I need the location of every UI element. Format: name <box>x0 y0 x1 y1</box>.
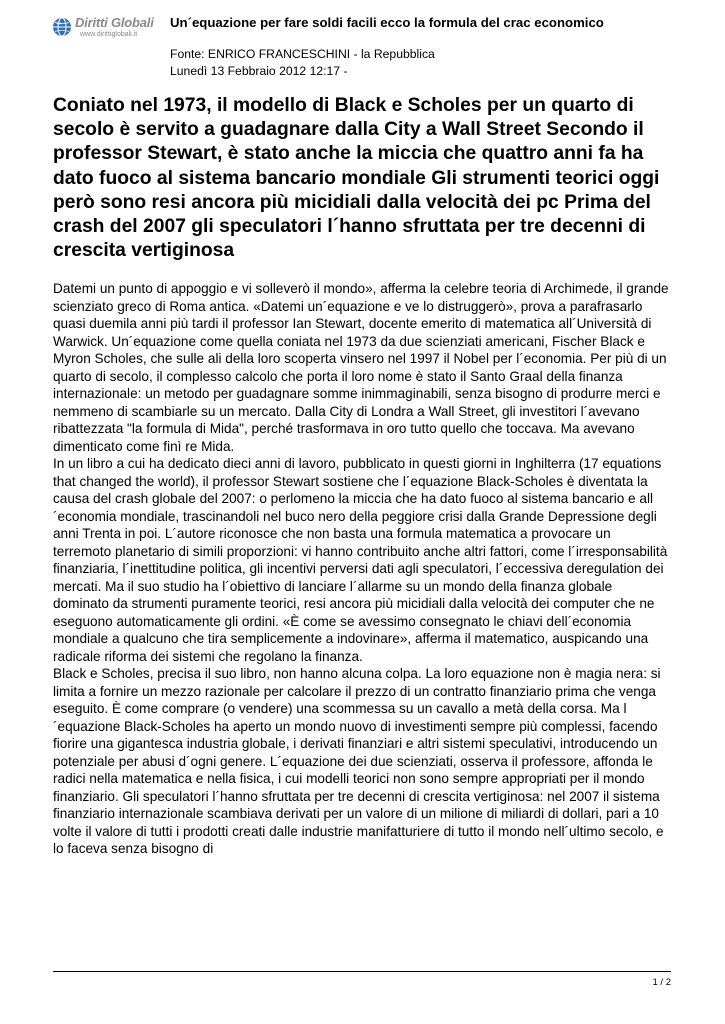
site-logo[interactable] <box>52 14 164 44</box>
footer-divider <box>53 971 671 972</box>
date-line: Lunedì 13 Febbraio 2012 12:17 - <box>170 64 348 78</box>
document-header <box>52 12 692 82</box>
lead-paragraph: Coniato nel 1973, il modello di Black e Scholes per un quarto di secolo è servito a guadagnare dalla City a Wall Street Secondo il professor Stewart, è stato anche la miccia che quattro anni fa ha dato fuoco al sistema bancario mondiale Gli strumenti teorici oggi però sono resi ancora più micidiali dalla velocità dei pc Prima del crash del 2007 gli speculatori l´hanno sfruttata per tre decenni di crescita vertiginosa <box>53 95 660 262</box>
body-paragraph: Datemi un punto di appoggio e vi solleverò il mondo», afferma la celebre teoria di Archimede, il grande scienziato greco di Roma antica. «Datemi un´equazione e ve lo distruggerò», prova a parafrasarlo quasi duemila anni più tardi il professor Ian Stewart, docente emerito di matematica all´Università di Warwick. Un´equazione come quella coniata nel 1973 da due scienziati americani, Fischer Black e Myron Scholes, che sulle ali della loro scoperta vinsero nel 1997 il Nobel per l´economia. Per più di un quarto di secolo, il complesso calcolo che porta il loro nome è stato il Santo Graal della finanza internazionale: un metodo per guadagnare somme inimmaginabili, senza bisogno di produrre merci e nemmeno di scambiarle su un mercato. Dalla City di Londra a Wall Street, gli investitori l´avevano ribattezzata "la formula di Mida", perché trasformava in oro tutto quello che toccava. Ma avevano dimenticato come finì re Mida. <box>53 281 669 454</box>
body-paragraph: In un libro a cui ha dedicato dieci anni di lavoro, pubblicato in questi giorni in Inghilterra (17 equations that changed the world), il professor Stewart sostiene che l´equazione Black-Scholes è diventata la causa del crash globale del 2007: o perlomeno la miccia che ha dato fuoco al sistema bancario e all´economia mondiale, trascinandoli nel buco nero della peggiore crisi dalla Grande Depressione degli anni Trenta in poi. L´autore riconosce che non basta una formula matematica a provocare un terremoto planetario di simili proporzioni: vi hanno contribuito anche altri fattori, come l´irresponsabilità finanziaria, l´inettitudine politica, gli incentivi perversi dati agli speculatori, l´eccessiva deregulation dei mercati. Ma il suo studio ha l´obiettivo di lanciare l´allarme su un mondo della finanza globale dominato da strumenti puramente teorici, resi ancora più micidiali dalla velocità dei computer che ne eseguono automaticamente gli ordini. «È come se avessimo consegnato le chiavi dell´economia mondiale a qualcuno che tira semplicemente a indovinare», afferma il matematico, auspicando una radicale riforma dei sistemi che regolano la finanza. <box>53 456 668 664</box>
page-number: 1 / 2 <box>652 977 671 988</box>
document-title: Un´equazione per fare soldi facili ecco la formula del crac economico <box>170 15 604 30</box>
source-line: Fonte: ENRICO FRANCESCHINI - la Repubblica <box>170 47 435 61</box>
logo-url: www.dirittiglobali.it <box>80 31 138 38</box>
globe-icon <box>52 17 72 37</box>
logo-name: Diritti Globali <box>75 15 154 30</box>
body-paragraph: Black e Scholes, precisa il suo libro, non hanno alcuna colpa. La loro equazione non è magia nera: si limita a fornire un mezzo razionale per calcolare il prezzo di un contratto finanziario prima che venga eseguito. È come comprare (o vendere) una scommessa su un cavallo a metà della corsa. Ma l´equazione Black-Scholes ha aperto un mondo nuovo di investimenti sempre più complessi, facendo fiorire una gigantesca industria globale, i derivati finanziari e altri sistemi speculativi, introducendo un potenziale per abusi d´ogni genere. L´equazione dei due scienziati, osserva il professore, affonda le radici nella matematica e nella fisica, i cui modelli teorici non sono sempre appropriati per il mondo finanziario. Gli speculatori l´hanno sfruttata per tre decenni di crescita vertiginosa: nel 2007 il sistema finanziario internazionale scambiava derivati per un valore di un milione di miliardi di dollari, pari a 10 volte il valore di tutti i prodotti creati dalle industrie manifatturiere di tutto il mondo nell´ultimo secolo, e lo faceva senza bisogno di <box>53 666 664 856</box>
article-body <box>53 280 671 858</box>
